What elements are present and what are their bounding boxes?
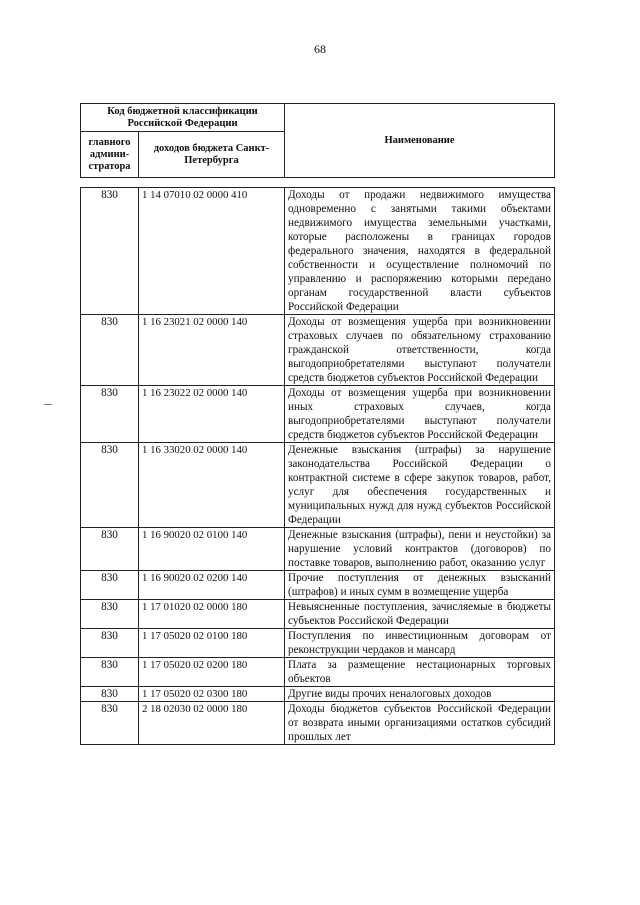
budget-code: 1 16 23022 02 0000 140 [139,386,285,443]
income-name: Плата за размещение нестационарных торговых объектов [285,658,555,687]
header-code: доходов бюджета Санкт-Петербурга [139,132,285,178]
header-group: Код бюджетной классификации Российской Федерации [81,104,285,132]
table-row [81,528,555,571]
table-row [81,443,555,528]
income-name: Другие виды прочих неналоговых доходов [285,687,555,702]
table-row [81,315,555,386]
admin-code: 830 [81,315,139,386]
admin-code: 830 [81,528,139,571]
income-name: Поступления по инвестиционным договорам от реконструкции чердаков и мансард [285,629,555,658]
margin-mark [44,404,52,405]
income-name: Прочие поступления от денежных взысканий (штрафов) и иных сумм в возмещение ущерба [285,571,555,600]
budget-code: 1 17 01020 02 0000 180 [139,600,285,629]
income-name: Денежные взыскания (штрафы) за нарушение законодательства Российской Федерации о контрактной системе в сфере закупок товаров, работ, услуг для обеспечения государственных и муниципальных нужд для нужд субъектов Российской Федерации [285,443,555,528]
admin-code: 830 [81,687,139,702]
table-row [81,571,555,600]
admin-code: 830 [81,629,139,658]
table-row [81,600,555,629]
income-name: Доходы от продажи недвижимого имущества одновременно с занятыми такими объектами недвижимого имущества земельными участками, которые расположены в границах городов федерального значения, находятся в федеральной собственности и осуществление полномочий по управлению и распоряжению которыми передано органам государственной власти субъектов Российской Федерации [285,188,555,315]
budget-code: 1 17 05020 02 0200 180 [139,658,285,687]
admin-code: 830 [81,188,139,315]
income-name: Доходы от возмещения ущерба при возникновении иных страховых случаев, когда выгодоприобретателями выступают получатели средств бюджетов субъектов Российской Федерации [285,386,555,443]
income-name: Невыясненные поступления, зачисляемые в бюджеты субъектов Российской Федерации [285,600,555,629]
budget-code: 1 17 05020 02 0100 180 [139,629,285,658]
admin-code: 830 [81,386,139,443]
table-row [81,386,555,443]
table-row [81,629,555,658]
income-name: Денежные взыскания (штрафы), пени и неустойки) за нарушение условий контрактов (договоров) по поставке товаров, выполнению работ, оказанию услуг [285,528,555,571]
header-table [80,103,555,178]
budget-code: 1 16 33020 02 0000 140 [139,443,285,528]
admin-code: 830 [81,600,139,629]
admin-code: 830 [81,658,139,687]
page-number: 68 [314,42,326,56]
table-row [81,687,555,702]
admin-code: 830 [81,571,139,600]
admin-code: 830 [81,702,139,745]
table-row [81,658,555,687]
header-name: Наименование [285,104,555,178]
budget-code: 1 16 90020 02 0100 140 [139,528,285,571]
budget-code: 1 16 23021 02 0000 140 [139,315,285,386]
budget-code: 1 14 07010 02 0000 410 [139,188,285,315]
budget-code: 1 16 90020 02 0200 140 [139,571,285,600]
budget-code: 1 17 05020 02 0300 180 [139,687,285,702]
table-row [81,188,555,315]
header-admin: главного админи-стратора [81,132,139,178]
income-name: Доходы от возмещения ущерба при возникновении страховых случаев по обязательному страхованию гражданской ответственности, когда выгодоприобретателями выступают получатели средств бюджетов субъектов Российской Федерации [285,315,555,386]
table-row [81,702,555,745]
table-body [81,188,555,745]
budget-code: 2 18 02030 02 0000 180 [139,702,285,745]
income-table [80,187,555,745]
income-name: Доходы бюджетов субъектов Российской Федерации от возврата иными организациями остатков субсидий прошлых лет [285,702,555,745]
admin-code: 830 [81,443,139,528]
